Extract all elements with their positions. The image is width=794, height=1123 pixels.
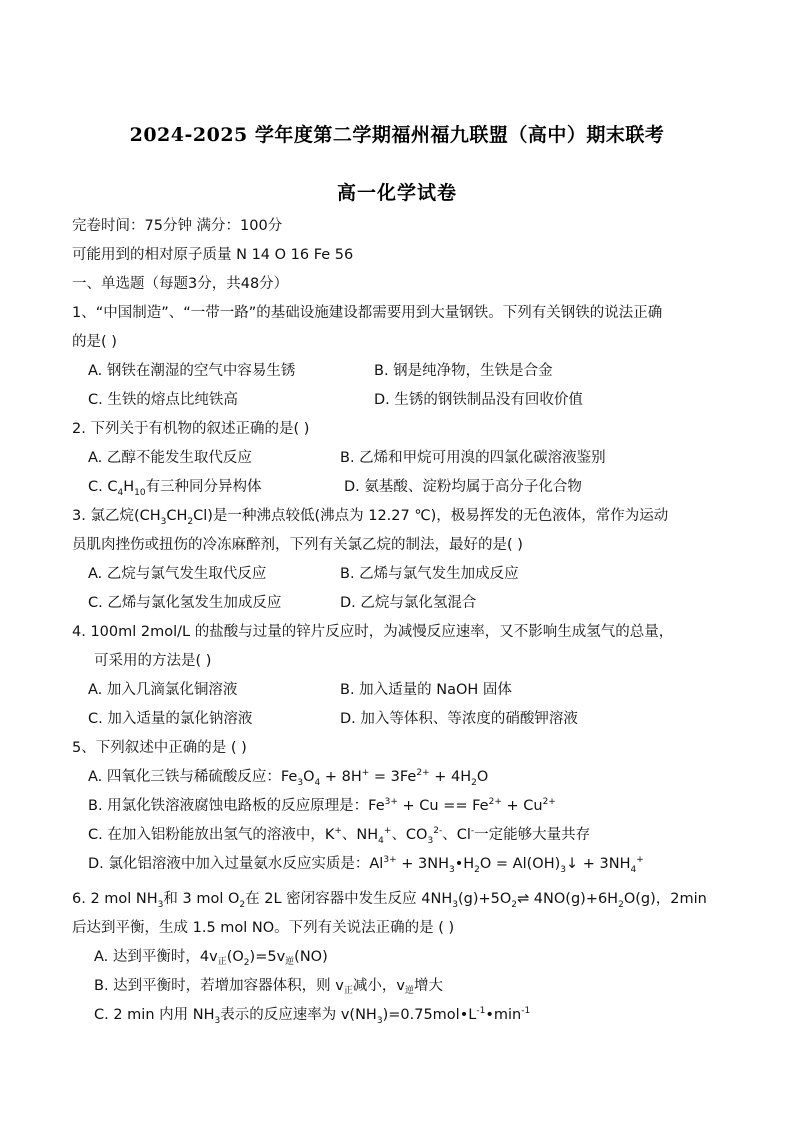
q4-option-b: B. 加入适量的 NaOH 固体 [340, 682, 512, 698]
q1-option-d: D. 生锈的钢铁制品没有回收价值 [374, 392, 583, 408]
q5-option-d: D. 氯化铝溶液中加入过量氨水反应实质是：$Al^{3+}$ + $3NH_3•H_2O$ = $Al(OH)_3↓ + 3NH_4^+$ [88, 855, 644, 875]
q5-option-b: B. 用氯化铁溶液腐蚀电路板的反应原理是：$Fe^{3+} + Cu == Fe^{2+} + Cu^{2+}$ [88, 797, 556, 814]
q3-option-a: A. 乙烷与氯气发生取代反应 [88, 566, 267, 582]
q1-option-c: C. 生铁的熔点比纯铁高 [88, 392, 238, 408]
exam-subtitle: 高一化学试卷 [336, 182, 457, 204]
q1-stem-line1: 1、“中国制造”、“一带一路”的基础设施建设都需要用到大量钢铁。下列有关钢铁的说法正确 [72, 305, 663, 321]
q4-option-a: A. 加入几滴氯化铜溶液 [88, 682, 238, 698]
q1-stem-line2: 的是( ) [72, 334, 117, 350]
exam-title: 2024-2025 学年度第二学期福州福九联盟（高中）期末联考 [129, 124, 665, 146]
q3-option-d: D. 乙烷与氯化氢混合 [340, 595, 477, 611]
q5-stem: 5、下列叙述中正确的是 ( ) [72, 740, 247, 756]
q1-option-a: A. 钢铁在潮湿的空气中容易生锈 [88, 363, 296, 379]
q3-stem-line1: 3. 氯乙烷$(CH_3CH_2Cl)$是一种沸点较低(沸点为 12.27 ℃)，极易挥发的无色液体，常作为运动 [72, 508, 669, 527]
q2-option-b: B. 乙烯和甲烷可用溴的四氯化碳溶液鉴别 [340, 450, 606, 466]
reversible-arrow: ⇌ [517, 891, 530, 907]
q6-option-a: A. 达到平衡时，$4v_正(O_2)=5v_逆(NO)$ [94, 949, 328, 968]
q4-stem-line1: 4. 100ml 2mol/L 的盐酸与过量的锌片反应时，为减慢反应速率，又不影响生成氢气的总量， [72, 624, 674, 640]
q5-option-a: A. 四氧化三铁与稀硫酸反应：$Fe_3O_4 + 8H^+ = 3Fe^{2+} + 4H_2O$ [88, 768, 489, 788]
q6-option-b: B. 达到平衡时，若增加容器体积，则 $v_正$减小，$v_逆$增大 [94, 978, 443, 996]
q4-option-d: D. 加入等体积、等浓度的硝酸钾溶液 [340, 711, 578, 727]
section-heading: 一、单选题（每题3分，共48分） [72, 276, 289, 292]
q1-option-b: B. 钢是纯净物，生铁是合金 [374, 363, 553, 379]
q2-stem: 2. 下列关于有机物的叙述正确的是( ) [72, 421, 310, 437]
q5-option-c: C. 在加入铝粉能放出氢气的溶液中，K+、$NH_4^+$、$CO_3^{2-}$、Cl-一定能够大量共存 [88, 826, 591, 846]
q4-option-c: C. 加入适量的氯化钠溶液 [88, 711, 253, 727]
q3-option-c: C. 乙烯与氯化氢发生加成反应 [88, 595, 282, 611]
q4-stem-line2: 可采用的方法是( ) [94, 653, 212, 669]
q2-option-c: C. $C_4H_{10}$有三种同分异构体 [88, 479, 262, 498]
atomic-mass-info: 可能用到的相对原子质量 N 14 O 16 Fe 56 [72, 247, 354, 263]
time-score-info: 完卷时间：75分钟 满分：100分 [72, 218, 283, 234]
q2-option-a: A. 乙醇不能发生取代反应 [88, 450, 252, 466]
q6-stem-line2: 后达到平衡，生成 1.5 mol NO。下列有关说法正确的是 ( ) [72, 920, 455, 936]
q6-option-c: C. 2 min 内用 $NH_3$表示的反应速率为 $v(NH_3)=0.75mol•L^{-1}•\min^{-1}$ [94, 1006, 531, 1026]
q2-option-d: D. 氨基酸、淀粉均属于高分子化合物 [344, 479, 582, 495]
q6-stem-line1: 6. 2 mol $NH_3$和 3 mol $O_2$在 2L 密闭容器中发生反应 $4NH_3(g)+5O_2\rightleftharpoons$ $4NO(g)+6H_2O(g)$，2min [72, 891, 707, 910]
q3-option-b: B. 乙烯与氯气发生加成反应 [340, 566, 519, 582]
q3-stem-line2: 员肌肉挫伤或扭伤的冷冻麻醉剂，下列有关氯乙烷的制法，最好的是( ) [72, 537, 523, 553]
